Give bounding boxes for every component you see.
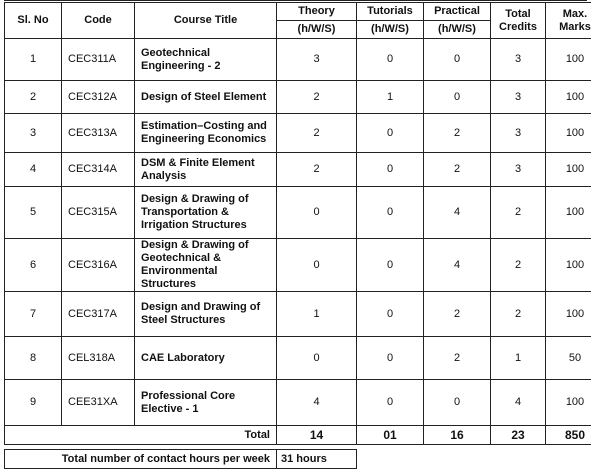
total-tutorials: 01: [357, 426, 424, 445]
cell-sl: 2: [5, 81, 62, 114]
contact-hours-label: Total number of contact hours per week: [5, 450, 277, 469]
header-theory-unit: (h/W/S): [277, 21, 357, 39]
total-marks: 850: [546, 426, 591, 445]
cell-practical: 2: [424, 292, 491, 337]
cell-theory: 0: [277, 239, 357, 292]
cell-tutorials: 0: [357, 380, 424, 426]
cell-code: CEC311A: [62, 39, 135, 81]
table-row: [5, 380, 591, 426]
cell-marks: 100: [546, 114, 591, 153]
table-row: [5, 239, 591, 292]
cell-title: DSM & Finite Element Analysis: [135, 153, 277, 187]
cell-code: CEC316A: [62, 239, 135, 292]
total-credits: 23: [491, 426, 546, 445]
course-table: [4, 2, 591, 445]
cell-tutorials: 0: [357, 114, 424, 153]
total-theory: 14: [277, 426, 357, 445]
table-row: [5, 153, 591, 187]
cell-theory: 0: [277, 187, 357, 239]
cell-sl: 6: [5, 239, 62, 292]
cell-tutorials: 0: [357, 239, 424, 292]
cell-sl: 5: [5, 187, 62, 239]
cell-title: Geotechnical Engineering - 2: [135, 39, 277, 81]
cell-theory: 3: [277, 39, 357, 81]
cell-marks: 100: [546, 239, 591, 292]
cell-tutorials: 0: [357, 39, 424, 81]
table-row: [5, 292, 591, 337]
cell-tutorials: 0: [357, 153, 424, 187]
total-row: [5, 426, 591, 445]
cell-theory: 2: [277, 114, 357, 153]
header-total-credits: Total Credits: [491, 3, 546, 39]
header-code: Code: [62, 3, 135, 39]
total-label: Total: [5, 426, 277, 445]
cell-code: CEE31XA: [62, 380, 135, 426]
course-structure-sheet: [4, 2, 591, 469]
header-practical: Practical: [424, 3, 491, 21]
cell-code: CEC313A: [62, 114, 135, 153]
cell-practical: 0: [424, 39, 491, 81]
header-max-marks: Max. Marks: [546, 3, 591, 39]
header-sl-no: Sl. No: [5, 3, 62, 39]
cell-sl: 1: [5, 39, 62, 81]
cell-code: CEC314A: [62, 153, 135, 187]
cell-title: Design of Steel Element: [135, 81, 277, 114]
table-row: [5, 39, 591, 81]
cell-code: CEL318A: [62, 337, 135, 380]
total-practical: 16: [424, 426, 491, 445]
cell-title: Design & Drawing of Geotechnical & Environmental Structures: [135, 239, 277, 292]
cell-practical: 4: [424, 239, 491, 292]
contact-hours-blank: [357, 450, 588, 469]
cell-sl: 7: [5, 292, 62, 337]
cell-sl: 3: [5, 114, 62, 153]
table-row: [5, 187, 591, 239]
cell-title: Professional Core Elective - 1: [135, 380, 277, 426]
contact-hours-table: [4, 449, 588, 469]
cell-sl: 9: [5, 380, 62, 426]
cell-tutorials: 1: [357, 81, 424, 114]
cell-title: Design & Drawing of Transportation & Irrigation Structures: [135, 187, 277, 239]
cell-practical: 2: [424, 153, 491, 187]
cell-title: CAE Laboratory: [135, 337, 277, 380]
cell-title: Design and Drawing of Steel Structures: [135, 292, 277, 337]
cell-theory: 4: [277, 380, 357, 426]
contact-hours-value: 31 hours: [277, 450, 357, 469]
header-tutorials-unit: (h/W/S): [357, 21, 424, 39]
header-practical-unit: (h/W/S): [424, 21, 491, 39]
cell-tutorials: 0: [357, 187, 424, 239]
header-tutorials: Tutorials: [357, 3, 424, 21]
cell-practical: 0: [424, 81, 491, 114]
cell-marks: 100: [546, 380, 591, 426]
table-row: [5, 337, 591, 380]
cell-sl: 4: [5, 153, 62, 187]
cell-credits: 4: [491, 380, 546, 426]
cell-sl: 8: [5, 337, 62, 380]
cell-credits: 3: [491, 114, 546, 153]
table-row: [5, 81, 591, 114]
cell-practical: 2: [424, 114, 491, 153]
cell-marks: 100: [546, 187, 591, 239]
cell-theory: 0: [277, 337, 357, 380]
cell-marks: 100: [546, 39, 591, 81]
cell-code: CEC312A: [62, 81, 135, 114]
cell-credits: 3: [491, 81, 546, 114]
cell-marks: 50: [546, 337, 591, 380]
cell-credits: 2: [491, 239, 546, 292]
cell-practical: 2: [424, 337, 491, 380]
cell-marks: 100: [546, 292, 591, 337]
table-row: [5, 114, 591, 153]
cell-credits: 2: [491, 187, 546, 239]
header-theory: Theory: [277, 3, 357, 21]
cell-theory: 1: [277, 292, 357, 337]
cell-practical: 0: [424, 380, 491, 426]
cell-theory: 2: [277, 81, 357, 114]
cell-tutorials: 0: [357, 292, 424, 337]
cell-practical: 4: [424, 187, 491, 239]
cell-credits: 3: [491, 39, 546, 81]
cell-tutorials: 0: [357, 337, 424, 380]
cell-code: CEC317A: [62, 292, 135, 337]
header-course-title: Course Title: [135, 3, 277, 39]
cell-title: Estimation–Costing and Engineering Economics: [135, 114, 277, 153]
cell-credits: 1: [491, 337, 546, 380]
cell-credits: 3: [491, 153, 546, 187]
cell-code: CEC315A: [62, 187, 135, 239]
cell-theory: 2: [277, 153, 357, 187]
cell-credits: 2: [491, 292, 546, 337]
cell-marks: 100: [546, 81, 591, 114]
cell-marks: 100: [546, 153, 591, 187]
